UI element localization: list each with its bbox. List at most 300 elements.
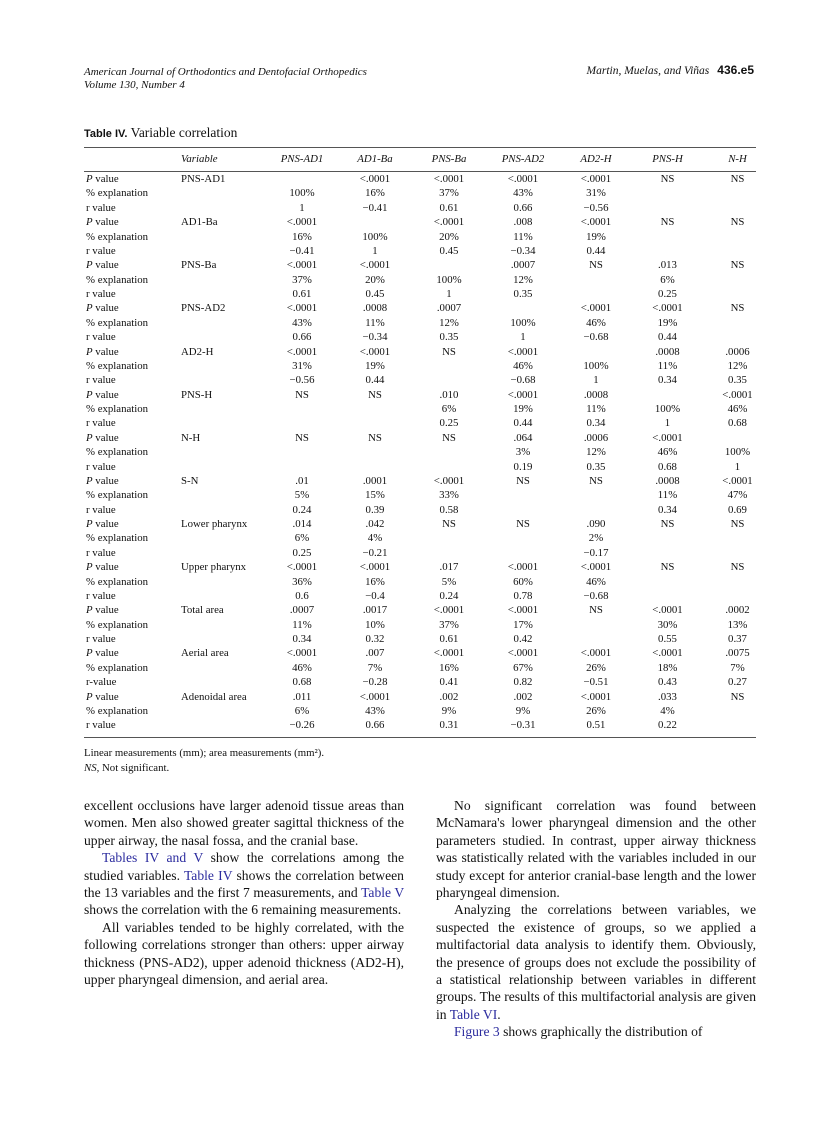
row-label: P value [86, 690, 119, 703]
table-cell: −0.51 [583, 676, 609, 689]
table-row [84, 632, 772, 646]
table-row [84, 718, 772, 732]
table-cell: .013 [658, 259, 677, 272]
row-label: P value [86, 259, 119, 272]
variable-name: PNS-H [181, 388, 213, 401]
table-cell: NS [730, 561, 745, 574]
table-cell: 1 [372, 244, 378, 257]
row-label-italic: P [86, 216, 93, 229]
table-cell: 4% [660, 704, 675, 717]
footnote-ns-text: Not significant. [99, 762, 170, 774]
table-cell: <.0001 [580, 173, 612, 185]
row-label: % explanation [86, 403, 149, 415]
table-cell: 16% [365, 187, 385, 200]
variable-name: Total area [181, 604, 224, 617]
table-cell: NS [660, 561, 675, 574]
table-cell: <.0001 [507, 561, 539, 574]
column-header: Variable [181, 153, 218, 165]
table-cell: 100% [289, 187, 315, 200]
table-cell [560, 488, 632, 502]
table-cell: 0.25 [439, 417, 459, 430]
row-label: P value [86, 302, 119, 315]
table-cell [703, 201, 772, 215]
table-cell [703, 431, 772, 445]
table-cell: 0.41 [439, 676, 459, 689]
table-cell: 0.66 [292, 331, 312, 344]
table-cell [632, 546, 703, 560]
table-cell [486, 546, 560, 560]
table-cell: −0.68 [583, 331, 609, 344]
row-label: P value [86, 345, 119, 358]
table-cell: 0.22 [658, 719, 677, 732]
table-cell: <.0001 [359, 561, 391, 574]
row-label: r value [86, 719, 116, 732]
table-cell: 12% [727, 359, 748, 372]
table-cell: NS [589, 604, 603, 617]
table-row [84, 186, 772, 200]
row-label-italic: P [86, 690, 93, 703]
row-label-italic: P [86, 302, 93, 315]
table-cell: 0.6 [295, 589, 309, 602]
table-cell [486, 503, 560, 517]
table-cell: .002 [513, 690, 533, 703]
variable-name [181, 416, 266, 430]
table-cell [412, 258, 486, 272]
row-label: r-value [86, 676, 117, 689]
variable-name: Aerial area [181, 647, 229, 660]
row-label: P value [86, 431, 119, 444]
footnote-ns [84, 761, 324, 776]
row-label: r value [86, 331, 116, 344]
row-label: % explanation [86, 661, 149, 674]
link-table-iv[interactable]: Table IV [183, 867, 233, 883]
table-cell: .0017 [362, 604, 388, 617]
row-label: r value [86, 288, 116, 300]
table-cell: 0.42 [513, 633, 533, 645]
paragraph: excellent occlusions have larger adenoid tissue areas than women. Men also showed greater sagittal thickness of the upper airway, the nasal fossa, and the cranial base. [84, 798, 404, 848]
column-header: AD1-Ba [357, 153, 393, 165]
table-cell: 0.58 [439, 503, 459, 516]
table-cell [560, 273, 632, 287]
table-cell: <.0001 [507, 345, 539, 358]
table-cell: 0.61 [439, 201, 459, 214]
table-cell: 0.27 [728, 676, 747, 689]
table-cell: <.0001 [286, 345, 318, 358]
table-cell [703, 575, 772, 589]
table-cell: 0.37 [728, 633, 747, 645]
table-cell [266, 445, 338, 459]
table-cell: 19% [513, 403, 533, 415]
table-row [84, 244, 772, 258]
table-cell [338, 460, 412, 474]
table-row [84, 589, 772, 603]
table-cell [560, 503, 632, 517]
table-row [84, 172, 772, 186]
table-cell: 37% [292, 273, 312, 286]
body-column-right [436, 797, 756, 1041]
table-cell [703, 531, 772, 545]
table-row [84, 215, 772, 229]
column-header [84, 148, 181, 171]
row-label-italic: P [86, 561, 93, 574]
table-cell: <.0001 [359, 345, 391, 358]
variable-name [181, 618, 266, 632]
table-cell: 11% [292, 618, 312, 631]
table-cell: 37% [439, 187, 459, 200]
table-cell: 11% [586, 403, 606, 415]
table-cell [338, 215, 412, 229]
row-label: % explanation [86, 273, 149, 286]
table-cell: <.0001 [652, 431, 683, 444]
row-label: r value [86, 201, 116, 214]
table-cell: 17% [513, 618, 533, 631]
table-cell: 1 [446, 288, 452, 300]
table-cell: 12% [586, 446, 606, 459]
table-cell: 0.44 [658, 331, 677, 344]
paragraph: All variables tended to be highly correlated, with the following correlations stronger than others: upper airway thickness (PNS-AD2), upper adenoid thickness (AD2-H), upper pharyngeal dimension, and aerial area. [84, 919, 404, 988]
table-cell: 100% [583, 359, 609, 372]
table-cell: 0.66 [513, 201, 533, 214]
table-row [84, 517, 772, 531]
table-cell: −0.41 [289, 244, 315, 257]
paragraph: No significant correlation was found between McNamara's lower pharyngeal dimension and the other parameters studied. In contrast, upper airway thickness was statistically related with the variables included in our study except for anterior cranial-base length and the lower pharyngeal dimension. [436, 798, 756, 901]
table-cell [266, 172, 338, 186]
table-cell: <.0001 [507, 173, 539, 185]
row-label: P value [86, 474, 119, 487]
table-row [84, 316, 772, 330]
table-cell [560, 632, 632, 646]
table-cell: 0.24 [292, 503, 312, 516]
table-cell [412, 531, 486, 545]
table-cell: 15% [365, 489, 385, 502]
footnote-units: Linear measurements (mm); area measurements (mm²). [84, 747, 325, 759]
variable-name [181, 575, 266, 589]
table-cell [486, 488, 560, 502]
running-header-left [84, 66, 367, 92]
table-cell: .011 [292, 690, 312, 703]
table-cell [703, 704, 772, 718]
table-cell: 0.35 [439, 331, 459, 344]
table-cell: 6% [660, 273, 675, 286]
table-cell: 6% [441, 403, 457, 415]
table-cell: 47% [727, 489, 748, 502]
row-label-italic: P [86, 518, 93, 530]
table-cell: 30% [657, 618, 678, 631]
table-row [84, 560, 772, 574]
row-label: % explanation [86, 618, 149, 631]
table-cell [632, 575, 703, 589]
table-cell: −0.56 [583, 201, 609, 214]
row-label: P value [86, 561, 119, 574]
table-cell [632, 201, 703, 215]
table-cell: 0.24 [439, 589, 459, 602]
column-header: N-H [728, 153, 747, 165]
table-cell [266, 416, 338, 430]
table-cell [560, 345, 632, 359]
table-cell: .0008 [655, 345, 680, 358]
table-cell: <.0001 [433, 173, 465, 185]
table-row [84, 273, 772, 287]
table-row [84, 618, 772, 632]
table-cell: .0075 [725, 647, 750, 660]
table-cell: 100% [654, 403, 681, 415]
table-cell [412, 546, 486, 560]
footnote-ns-abbr: NS, [84, 762, 100, 774]
table-cell: 0.19 [513, 460, 533, 473]
table-cell: 0.44 [513, 417, 533, 430]
table-cell: 0.43 [658, 676, 677, 689]
table-cell: <.0001 [507, 388, 539, 401]
paragraph [436, 1023, 756, 1040]
table-cell: 100% [724, 446, 751, 459]
table-cell: 0.55 [658, 633, 677, 645]
table-cell: −0.21 [362, 546, 388, 559]
table-row [84, 503, 772, 517]
table-row [84, 258, 772, 272]
table-cell: 67% [513, 661, 533, 674]
table-cell: 9% [515, 704, 531, 717]
table-cell: 0.35 [586, 460, 606, 473]
row-label-italic: P [86, 345, 93, 358]
table-cell: <.0001 [580, 302, 612, 315]
table-row [84, 661, 772, 675]
row-label: P value [86, 604, 119, 617]
variable-name [181, 460, 266, 474]
table-cell: 0.34 [586, 417, 606, 430]
page-number: 436.e5 [717, 63, 754, 77]
table-cell: 16% [292, 230, 312, 243]
link-table-vi[interactable]: Table VI [449, 1006, 498, 1022]
table-cell: 0.45 [439, 244, 459, 257]
table-row [84, 359, 772, 373]
table-cell: 2% [588, 532, 604, 545]
table-row [84, 646, 772, 660]
table-cell: <.0001 [286, 647, 318, 660]
table-cell [703, 330, 772, 344]
correlation-table [84, 147, 756, 738]
table-cell: 0.39 [365, 503, 385, 516]
table-cell: NS [730, 690, 745, 703]
table-row [84, 388, 772, 402]
table-cell: .033 [658, 690, 677, 703]
variable-name [181, 373, 266, 387]
table-cell: .0006 [725, 345, 750, 358]
table-row [84, 546, 772, 560]
table-cell: .0001 [362, 474, 388, 487]
table-cell: 0.25 [658, 288, 677, 300]
table-cell: 18% [657, 661, 678, 674]
column-header: PNS-H [652, 153, 683, 165]
table-cell: <.0001 [580, 216, 612, 229]
table-cell [266, 402, 338, 416]
table-cell: <.0001 [433, 474, 465, 487]
table-cell: 13% [727, 618, 748, 631]
column-header: PNS-AD1 [280, 153, 324, 165]
table-cell: .002 [439, 690, 459, 703]
variable-name [181, 186, 266, 200]
table-cell: −0.26 [289, 719, 315, 732]
table-cell: .0008 [583, 388, 609, 401]
table-cell: .0006 [583, 431, 609, 444]
running-header-right [587, 64, 754, 78]
table-cell [632, 589, 703, 603]
variable-name [181, 201, 266, 215]
table-cell: 0.34 [292, 633, 312, 645]
variable-name: Upper pharynx [181, 561, 247, 574]
variable-name: PNS-Ba [181, 259, 217, 272]
row-label-italic: P [86, 604, 93, 617]
variable-name [181, 330, 266, 344]
table-cell: <.0001 [286, 561, 318, 574]
table-cell [338, 445, 412, 459]
table-footnotes [84, 746, 324, 776]
link-figure-3[interactable]: Figure 3 [454, 1024, 500, 1040]
table-cell: <.0001 [433, 216, 465, 229]
variable-name [181, 632, 266, 646]
table-cell: −0.28 [362, 676, 388, 689]
row-label: P value [86, 388, 119, 401]
row-label: % explanation [86, 575, 149, 588]
row-label-italic: P [86, 388, 93, 401]
table-caption [84, 125, 237, 141]
table-cell: <.0001 [652, 604, 683, 617]
table-cell: 19% [365, 359, 385, 372]
variable-name [181, 359, 266, 373]
table-cell [412, 445, 486, 459]
column-header: PNS-Ba [431, 153, 467, 165]
table-cell: 0.44 [365, 374, 385, 387]
variable-name: Lower pharynx [181, 518, 248, 530]
variable-name [181, 503, 266, 517]
row-label: % explanation [86, 316, 149, 329]
variable-name [181, 244, 266, 258]
table-cell: NS [442, 345, 456, 358]
table-cell: 16% [439, 661, 459, 674]
text: Analyzing the correlations between variables, we suspected the existence of groups, so we applied a multifactorial data analysis to identify them. Obviously, the presence of groups does not exclude the possibility of a statistical relationship between variables in different groups. The results of this multifactorial analysis are given in [436, 902, 756, 1022]
text: show the correlations among the studied variables. [84, 850, 405, 883]
row-label: P value [86, 518, 119, 530]
table-row [84, 460, 772, 474]
table-cell: 43% [365, 704, 385, 717]
variable-name: Adenoidal area [181, 690, 247, 703]
table-cell: <.0001 [286, 216, 318, 229]
table-cell: <.0001 [580, 647, 612, 660]
row-label: P value [86, 216, 119, 229]
table-cell: 1 [593, 374, 599, 387]
variable-name: PNS-AD2 [181, 302, 226, 315]
table-cell: 31% [586, 187, 606, 200]
table-cell [338, 402, 412, 416]
table-cell: 0.44 [586, 244, 606, 257]
variable-name [181, 589, 266, 603]
paragraph [436, 901, 756, 1023]
table-cell: NS [368, 388, 382, 401]
table-cell [486, 531, 560, 545]
table-cell: 100% [510, 316, 536, 329]
table-cell [486, 301, 560, 315]
table-cell: 0.31 [439, 719, 459, 732]
text: shows the correlation between the 13 variables and the first 7 measurements, and [84, 867, 404, 901]
table-cell: NS [295, 431, 309, 444]
table-cell: 16% [365, 575, 385, 588]
table-cell: 0.66 [365, 719, 385, 732]
table-row [84, 373, 772, 387]
table-cell: 0.25 [292, 546, 312, 559]
table-cell: 37% [439, 618, 459, 631]
table-cell: 60% [513, 575, 533, 588]
table-cell: 1 [734, 460, 741, 473]
table-cell: NS [730, 518, 745, 530]
table-cell: 10% [365, 618, 385, 631]
table-row [84, 301, 772, 315]
text: shows graphically the distribution of [499, 1024, 703, 1040]
table-cell [703, 273, 772, 287]
variable-name: AD2-H [181, 345, 214, 358]
variable-name: N-H [181, 431, 201, 444]
variable-name [181, 675, 266, 689]
table-row [84, 230, 772, 244]
table-cell: 46% [657, 446, 678, 459]
table-row [84, 330, 772, 344]
table-row [84, 431, 772, 445]
table-cell: .014 [292, 518, 312, 530]
text: shows the correlation with the 6 remaining measurements. [84, 902, 402, 918]
table-cell: .0002 [725, 604, 750, 617]
table-cell: 4% [367, 532, 383, 545]
table-cell: 5% [441, 575, 457, 588]
row-label: % explanation [86, 532, 149, 545]
table-cell: 100% [436, 273, 462, 286]
table-cell: NS [730, 302, 745, 315]
table-row [84, 402, 772, 416]
body-column-left [84, 797, 404, 988]
table-cell: .007 [365, 647, 385, 660]
table-header-row [84, 148, 772, 171]
table-cell: 26% [586, 704, 606, 717]
table-cell: −0.41 [362, 201, 388, 214]
row-label: r value [86, 546, 116, 559]
table-row [84, 416, 772, 430]
row-label: P value [86, 173, 119, 185]
variable-name [181, 287, 266, 301]
table-cell: NS [368, 431, 382, 444]
row-label-italic: P [86, 431, 93, 444]
variable-name: AD1-Ba [181, 216, 218, 229]
table-cell: NS [295, 388, 309, 401]
table-cell: NS [730, 173, 745, 185]
link-tables-iv-v[interactable]: Tables IV and V [102, 850, 204, 866]
row-label: r value [86, 244, 116, 257]
table-cell: 11% [657, 489, 678, 502]
link-table-v[interactable]: Table V [361, 885, 404, 901]
table-cell: 20% [439, 230, 459, 243]
table-label: Table IV. [84, 128, 128, 140]
table-cell: 0.82 [513, 676, 533, 689]
journal-volume: Volume 130, Number 4 [84, 79, 185, 91]
table-cell [632, 531, 703, 545]
row-label: % explanation [86, 489, 149, 502]
table-cell: −0.56 [289, 374, 315, 387]
table-cell: 7% [730, 661, 745, 674]
table-cell: .008 [513, 216, 533, 229]
variable-name [181, 316, 266, 330]
variable-name [181, 402, 266, 416]
table-cell: .010 [439, 388, 459, 401]
table-cell [703, 718, 772, 732]
table-cell: 0.78 [513, 589, 533, 602]
table-cell: NS [516, 518, 530, 530]
table-cell: <.0001 [359, 173, 391, 185]
